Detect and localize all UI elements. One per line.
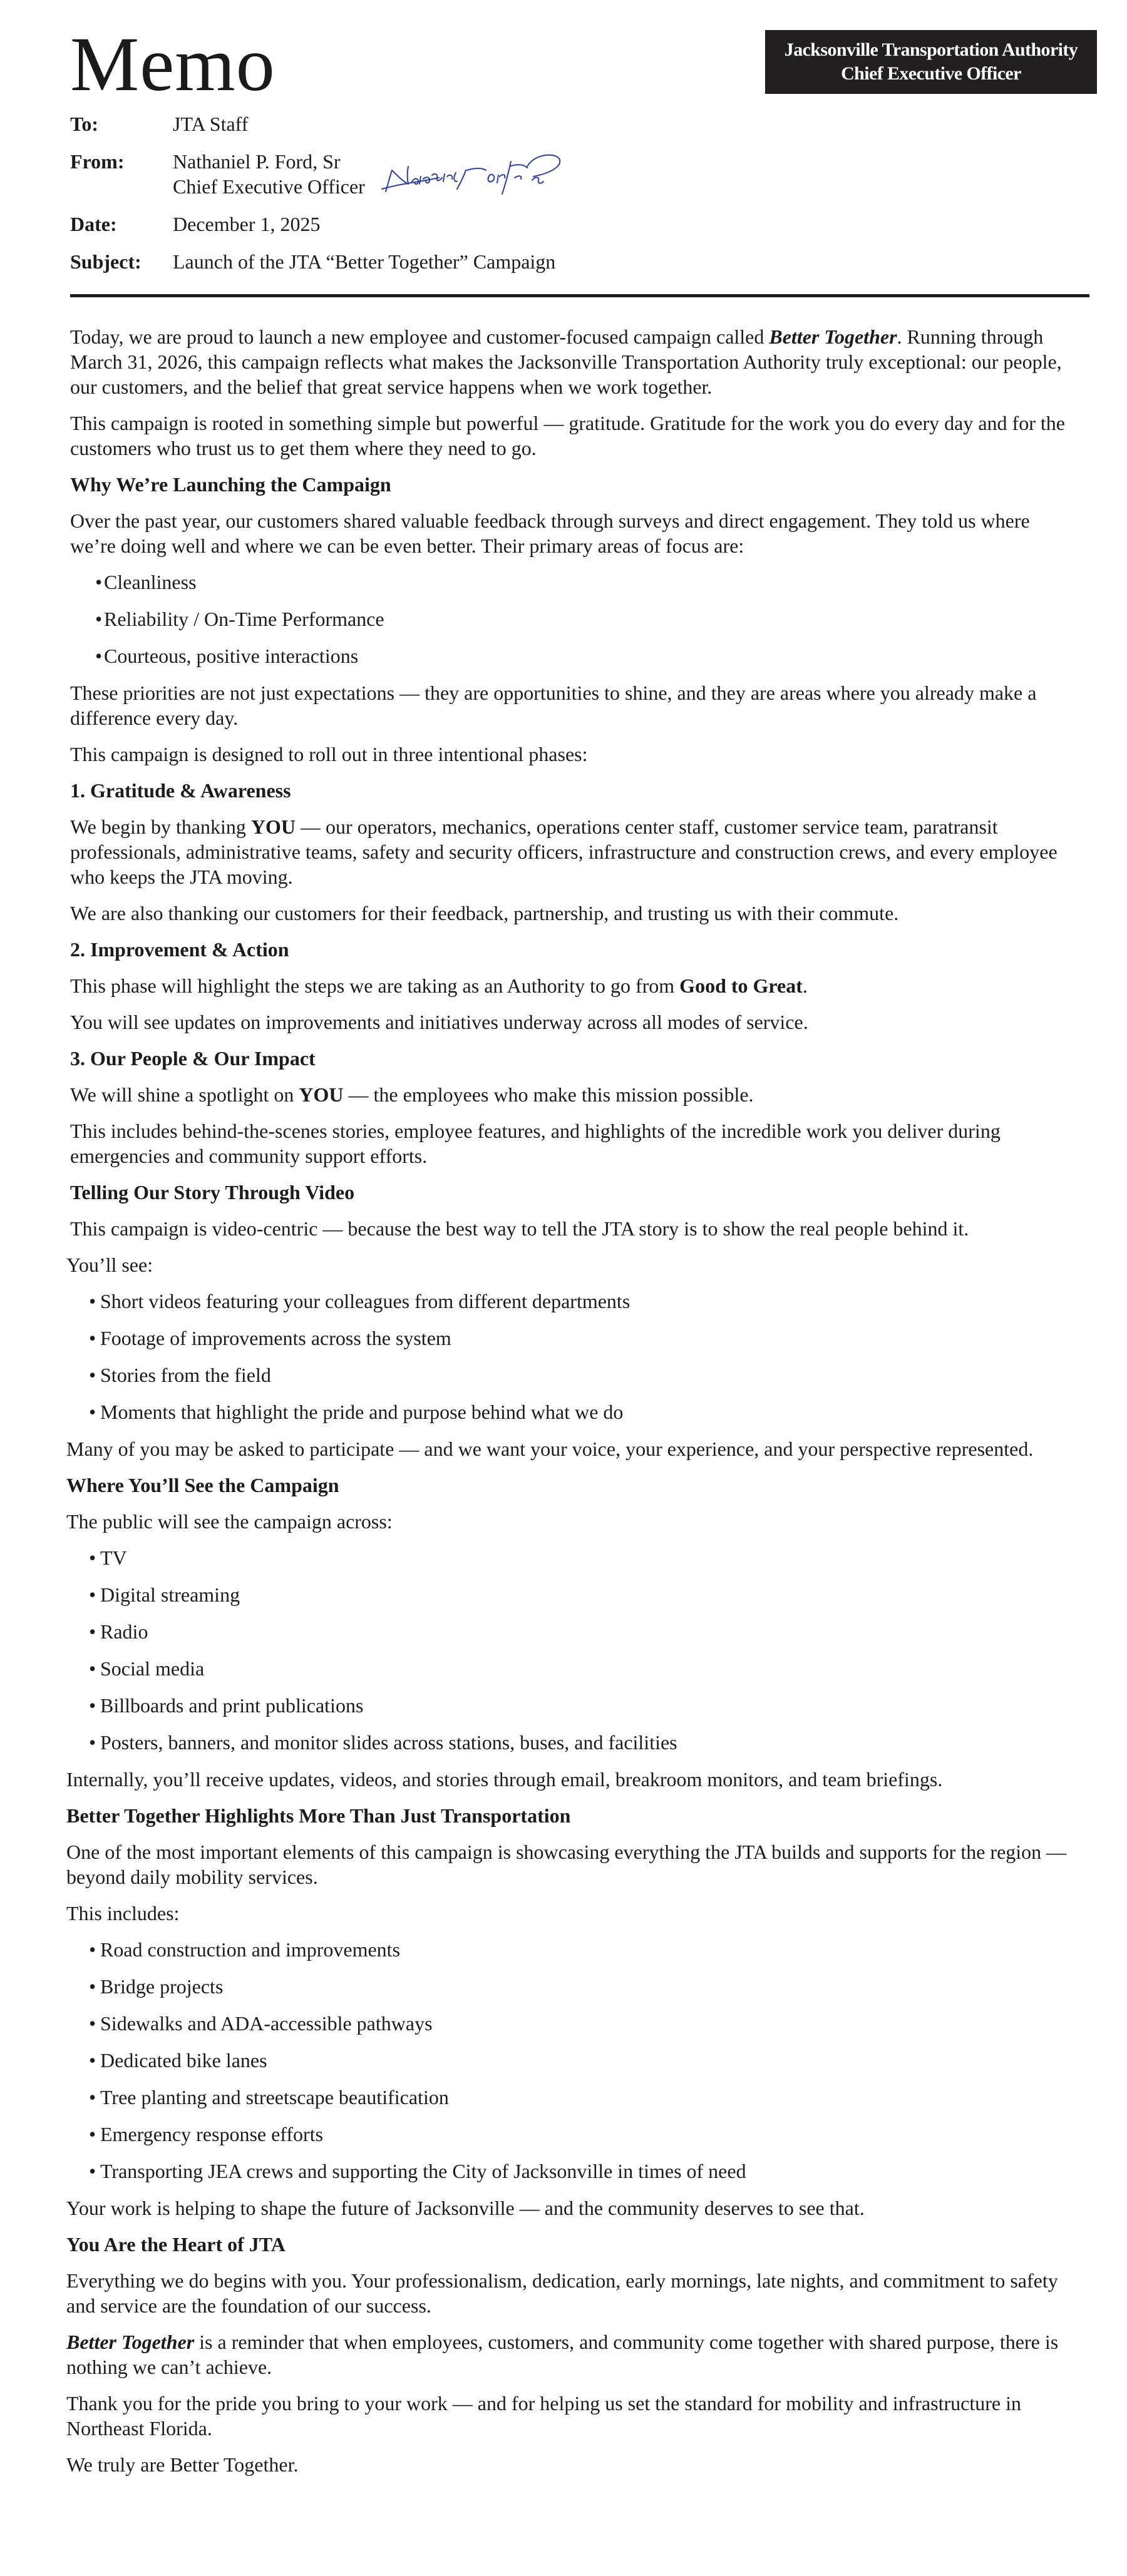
signature-image — [379, 145, 574, 202]
list-item-text: Sidewalks and ADA-accessible pathways — [100, 2012, 433, 2035]
phase-3-paragraph-1 — [70, 1082, 1072, 1107]
text-run: We will shine a spotlight on — [70, 1083, 299, 1106]
phase-1-paragraph-1 — [70, 814, 1072, 889]
section-heading-video: Telling Our Story Through Video — [70, 1181, 355, 1204]
highlights-paragraph-1: One of the most important elements of this campaign is showcasing everything the JTA builds and supports for the region — beyond daily mobility services. — [66, 1841, 1067, 1888]
phase-2-paragraph-1 — [70, 973, 1072, 998]
phase-1-heading: 1. Gratitude & Awareness — [70, 779, 291, 802]
organization-role: Chief Executive Officer — [841, 63, 1021, 84]
list-item — [66, 1582, 1072, 1607]
list-item-text: Social media — [100, 1657, 205, 1680]
list-item-text: Footage of improvements across the system — [100, 1327, 451, 1349]
list-item — [66, 1619, 1072, 1644]
list-item — [66, 1656, 1072, 1681]
section-heading-where: Where You’ll See the Campaign — [66, 1474, 339, 1496]
list-item — [66, 1545, 1072, 1570]
why-paragraph-3: This campaign is designed to roll out in three intentional phases: — [70, 743, 588, 765]
text-run: We begin by thanking — [70, 815, 251, 838]
header-divider — [70, 294, 1089, 297]
list-item-text: Tree planting and streetscape beautification — [100, 2086, 449, 2108]
to-value: JTA Staff — [173, 113, 249, 135]
text-run: is a reminder that when employees, customers, and community come together with shared purpose, there is nothing we can’t achieve. — [66, 2331, 1059, 2378]
list-item — [66, 2085, 1072, 2110]
organization-box — [765, 30, 1097, 94]
text-run: — the employees who make this mission possible. — [343, 1083, 754, 1106]
phase-2-paragraph-2: You will see updates on improvements and initiatives underway across all modes of service. — [70, 1011, 808, 1033]
text-run: Today, we are proud to launch a new employee and customer-focused campaign called — [70, 325, 769, 348]
where-paragraph-2: Internally, you’ll receive updates, videos, and stories through email, breakroom monitors, and team briefings. — [66, 1768, 943, 1791]
heart-paragraph-1: Everything we do begins with you. Your professionalism, dedication, early mornings, late nights, and commitment to safety and service are the foundation of our success. — [66, 2269, 1058, 2317]
list-item — [66, 2011, 1072, 2036]
subject-label: Subject: — [70, 250, 142, 273]
section-heading-highlights: Better Together Highlights More Than Just Transportation — [66, 1804, 571, 1827]
list-item-text: Moments that highlight the pride and purpose behind what we do — [100, 1401, 624, 1423]
list-item — [66, 1693, 1072, 1718]
campaign-name: Better Together — [66, 2331, 195, 2353]
list-item-text: Stories from the field — [100, 1364, 271, 1386]
phase-1-paragraph-2: We are also thanking our customers for their feedback, partnership, and trusting us with their commute. — [70, 902, 899, 924]
highlights-paragraph-3: Your work is helping to shape the future of Jacksonville — and the community deserves to see that. — [66, 2197, 865, 2219]
list-item — [66, 1974, 1072, 1999]
text-run: This phase will highlight the steps we are taking as an Authority to go from — [70, 974, 680, 997]
video-paragraph-3: Many of you may be asked to participate — and we want your voice, your experience, and your perspective represented. — [66, 1438, 1034, 1460]
list-item — [66, 1289, 1072, 1314]
phase-3-heading: 3. Our People & Our Impact — [70, 1047, 316, 1070]
memo-title: Memo — [70, 21, 275, 107]
list-item — [66, 1399, 1072, 1424]
heart-paragraph-2 — [66, 2329, 1072, 2379]
list-item-text: Billboards and print publications — [100, 1694, 364, 1717]
phase-2-heading: 2. Improvement & Action — [70, 938, 289, 961]
heart-paragraph-3: Thank you for the pride you bring to your work — and for helping us set the standard for mobility and infrastructure in Northeast Florida. — [66, 2392, 1021, 2440]
section-heading-why: Why We’re Launching the Campaign — [70, 473, 391, 496]
closing-line: We truly are Better Together. — [66, 2453, 299, 2476]
list-item-text: Cleanliness — [104, 571, 197, 593]
list-item — [66, 1730, 1072, 1755]
highlights-list — [66, 1937, 1072, 2184]
list-item — [70, 606, 1072, 631]
subject-value: Launch of the JTA “Better Together” Campaign — [173, 250, 556, 273]
list-item — [66, 1362, 1072, 1388]
text-run: . — [802, 974, 808, 997]
phase-3-paragraph-2: This includes behind-the-scenes stories, employee features, and highlights of the incredible work you deliver during emergencies and community support efforts. — [70, 1120, 1001, 1167]
campaign-name: Better Together — [769, 325, 897, 348]
video-section — [66, 1252, 1072, 2477]
video-paragraph-1: This campaign is video-centric — because the best way to tell the JTA story is to show the real people behind it. — [70, 1217, 969, 1240]
list-item-text: Emergency response efforts — [100, 2123, 324, 2145]
list-item-text: TV — [100, 1546, 127, 1569]
list-item-text: Radio — [100, 1620, 148, 1643]
where-paragraph-1: The public will see the campaign across: — [66, 1510, 393, 1533]
from-name: Nathaniel P. Ford, Sr — [173, 150, 341, 173]
memo-body — [66, 324, 1072, 2488]
section-heading-heart: You Are the Heart of JTA — [66, 2233, 286, 2256]
emphasis-you: YOU — [250, 815, 296, 838]
organization-name: Jacksonville Transportation Authority — [784, 39, 1078, 60]
emphasis-you: YOU — [299, 1083, 344, 1106]
why-paragraph-2: These priorities are not just expectations — they are opportunities to shine, and they are areas where you already make a difference every day. — [70, 682, 1037, 729]
list-item-text: Posters, banners, and monitor slides across stations, buses, and facilities — [100, 1731, 677, 1754]
list-item-text: Digital streaming — [100, 1583, 240, 1606]
date-value: December 1, 2025 — [173, 213, 321, 235]
intro-paragraph-1 — [70, 324, 1072, 399]
highlights-paragraph-2: This includes: — [66, 1902, 180, 1924]
list-item — [70, 570, 1072, 595]
why-paragraph-1: Over the past year, our customers shared valuable feedback through surveys and direct engagement. They told us where we’re doing well and where we can be even better. Their primary areas of focus are: — [70, 509, 1030, 557]
date-label: Date: — [70, 213, 117, 235]
list-item — [66, 1937, 1072, 1962]
list-item — [66, 1326, 1072, 1351]
list-item-text: Short videos featuring your colleagues from different departments — [100, 1290, 630, 1312]
list-item — [66, 2159, 1072, 2184]
video-paragraph-2: You’ll see: — [66, 1254, 153, 1276]
list-item-text: Bridge projects — [100, 1975, 224, 1998]
from-label: From: — [70, 150, 125, 173]
text-run: — our operators, mechanics, operations center staff, customer service team, paratransit professionals, administrative teams, safety and security officers, infrastructure and construction crews, and every employee who keeps the JTA moving. — [70, 815, 1058, 888]
list-item-text: Transporting JEA crews and supporting the City of Jacksonville in times of need — [100, 2160, 746, 2182]
where-list — [66, 1545, 1072, 1755]
list-item — [66, 2122, 1072, 2147]
list-item-text: Courteous, positive interactions — [104, 645, 359, 667]
to-label: To: — [70, 113, 99, 135]
focus-list — [70, 570, 1072, 668]
list-item-text: Reliability / On-Time Performance — [104, 608, 384, 630]
video-list — [66, 1289, 1072, 1424]
list-item — [70, 643, 1072, 668]
list-item-text: Road construction and improvements — [100, 1938, 401, 1961]
list-item — [66, 2048, 1072, 2073]
text-run: . Running through March 31, 2026, this campaign reflects what makes the Jacksonville Transportation Authority truly exceptional: our people, our customers, and the belief that great service happens when we work together. — [70, 325, 1062, 398]
list-item-text: Dedicated bike lanes — [100, 2049, 267, 2072]
from-title: Chief Executive Officer — [173, 175, 365, 198]
emphasis-good-to-great: Good to Great — [679, 974, 803, 997]
intro-paragraph-2: This campaign is rooted in something simple but powerful — gratitude. Gratitude for the work you do every day and for the customers who trust us to get them where they need to go. — [70, 412, 1065, 459]
